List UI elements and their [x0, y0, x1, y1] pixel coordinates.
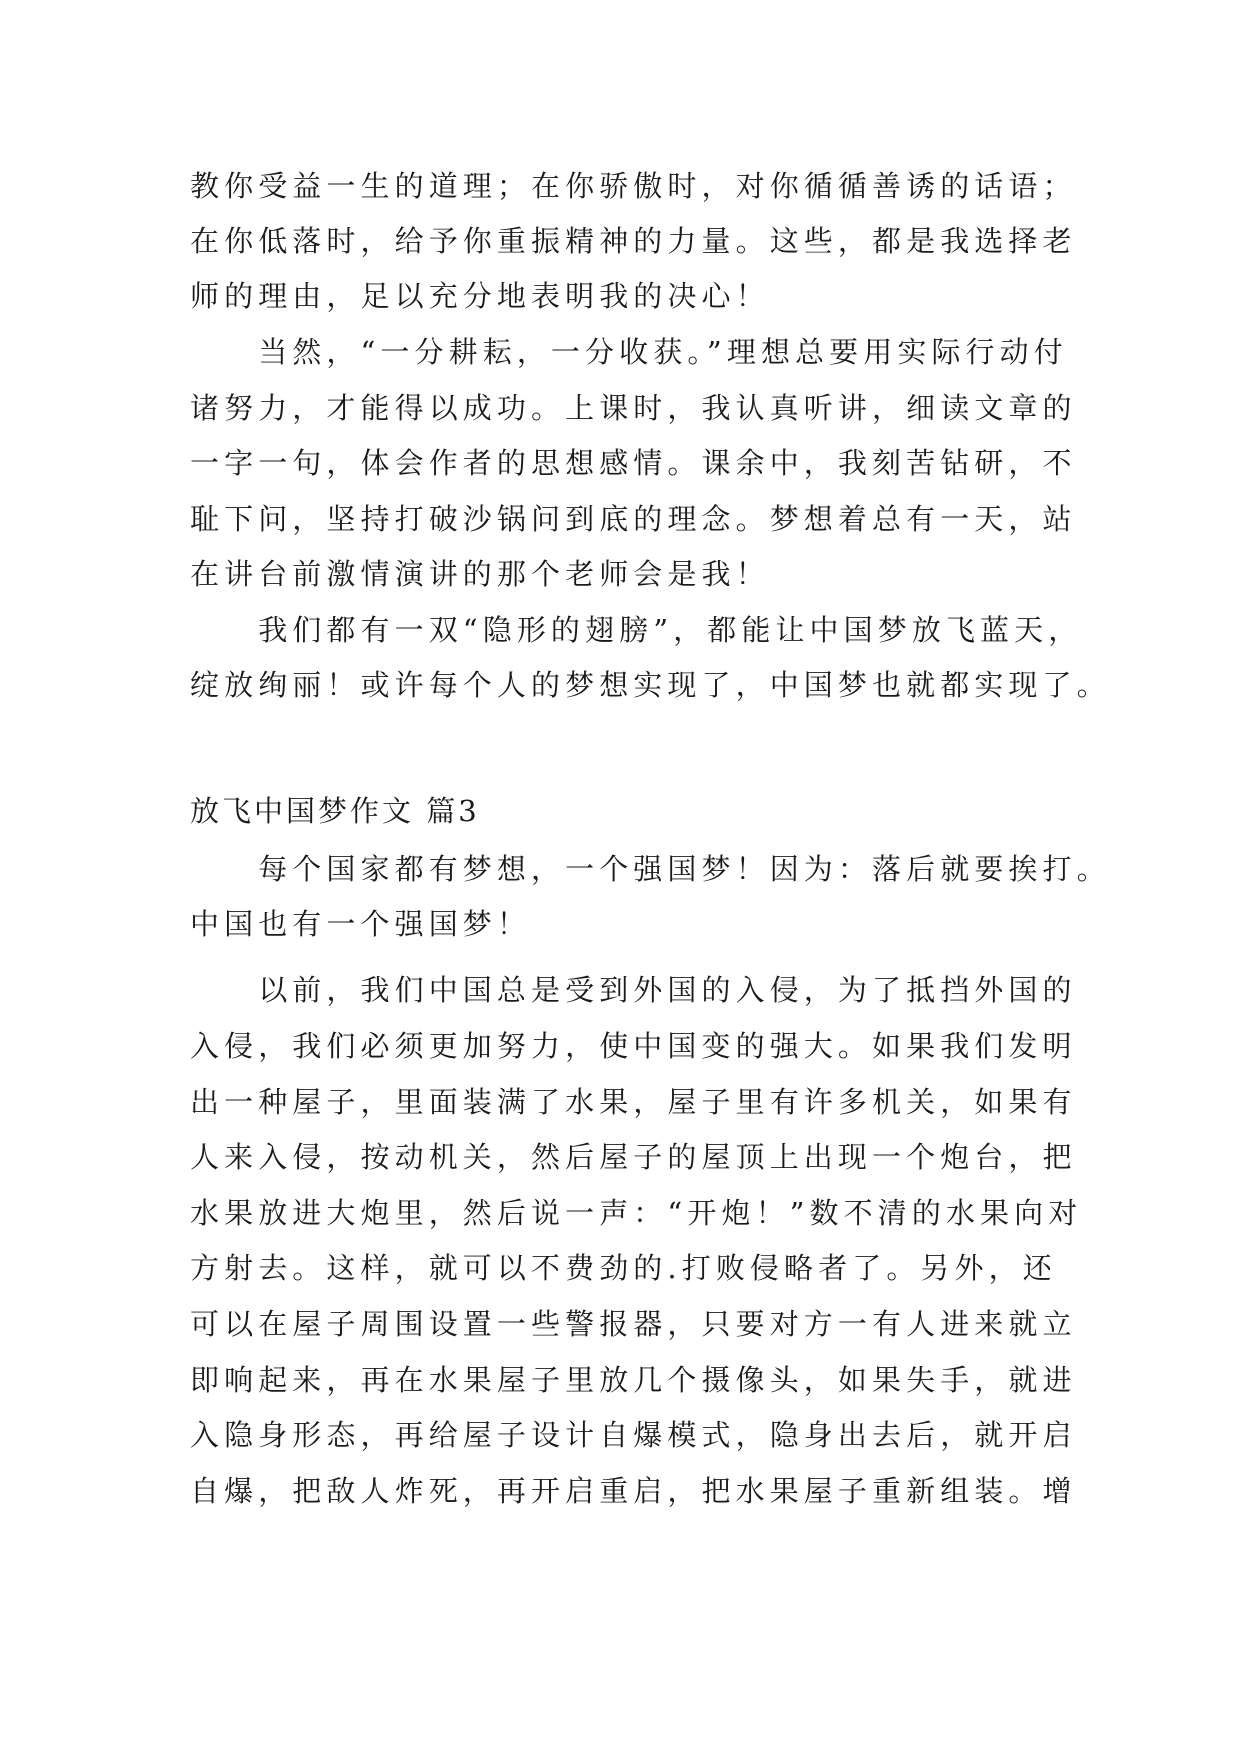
text-line: 当然，“一分耕耘，一分收获。”理想总要用实际行动付	[190, 335, 1068, 369]
section-heading: 放飞中国梦作文 篇3	[190, 794, 480, 828]
text-line: 中国也有一个强国梦！	[190, 907, 532, 941]
text-line: 诸努力，才能得以成功。上课时，我认真听讲，细读文章的	[190, 391, 1077, 425]
text-line: 即响起来，再在水果屋子里放几个摄像头，如果失手，就进	[190, 1363, 1077, 1397]
text-line: 水果放进大炮里，然后说一声：“开炮！”数不清的水果向对	[190, 1196, 1083, 1230]
text-line: 我们都有一双“隐形的翅膀”，都能让中国梦放飞蓝天，	[190, 613, 1083, 647]
text-line: 以前，我们中国总是受到外国的入侵，为了抵挡外国的	[190, 973, 1077, 1007]
text-line: 师的理由，足以充分地表明我的决心！	[190, 279, 770, 313]
text-line: 自爆，把敌人炸死，再开启重启，把水果屋子重新组装。增	[190, 1474, 1077, 1508]
text-line: 方射去。这样，就可以不费劲的.打败侵略者了。另外，还	[190, 1251, 1057, 1285]
text-line: 教你受益一生的道理；在你骄傲时，对你循循善诱的话语；	[190, 169, 1077, 203]
text-line: 绽放绚丽！或许每个人的梦想实现了，中国梦也就都实现了。	[190, 668, 1111, 702]
text-line: 出一种屋子，里面装满了水果，屋子里有许多机关，如果有	[190, 1085, 1077, 1119]
text-line: 可以在屋子周围设置一些警报器，只要对方一有人进来就立	[190, 1307, 1077, 1341]
text-line: 一字一句，体会作者的思想感情。课余中，我刻苦钻研，不	[190, 446, 1077, 480]
text-line: 在讲台前激情演讲的那个老师会是我！	[190, 557, 770, 591]
text-line: 耻下问，坚持打破沙锅问到底的理念。梦想着总有一天，站	[190, 502, 1077, 536]
text-line: 人来入侵，按动机关，然后屋子的屋顶上出现一个炮台，把	[190, 1140, 1077, 1174]
text-line: 在你低落时，给予你重振精神的力量。这些，都是我选择老	[190, 224, 1077, 258]
text-line: 入隐身形态，再给屋子设计自爆模式，隐身出去后，就开启	[190, 1418, 1077, 1452]
text-line: 入侵，我们必须更加努力，使中国变的强大。如果我们发明	[190, 1029, 1077, 1063]
text-line: 每个国家都有梦想，一个强国梦！因为：落后就要挨打。	[190, 852, 1111, 886]
